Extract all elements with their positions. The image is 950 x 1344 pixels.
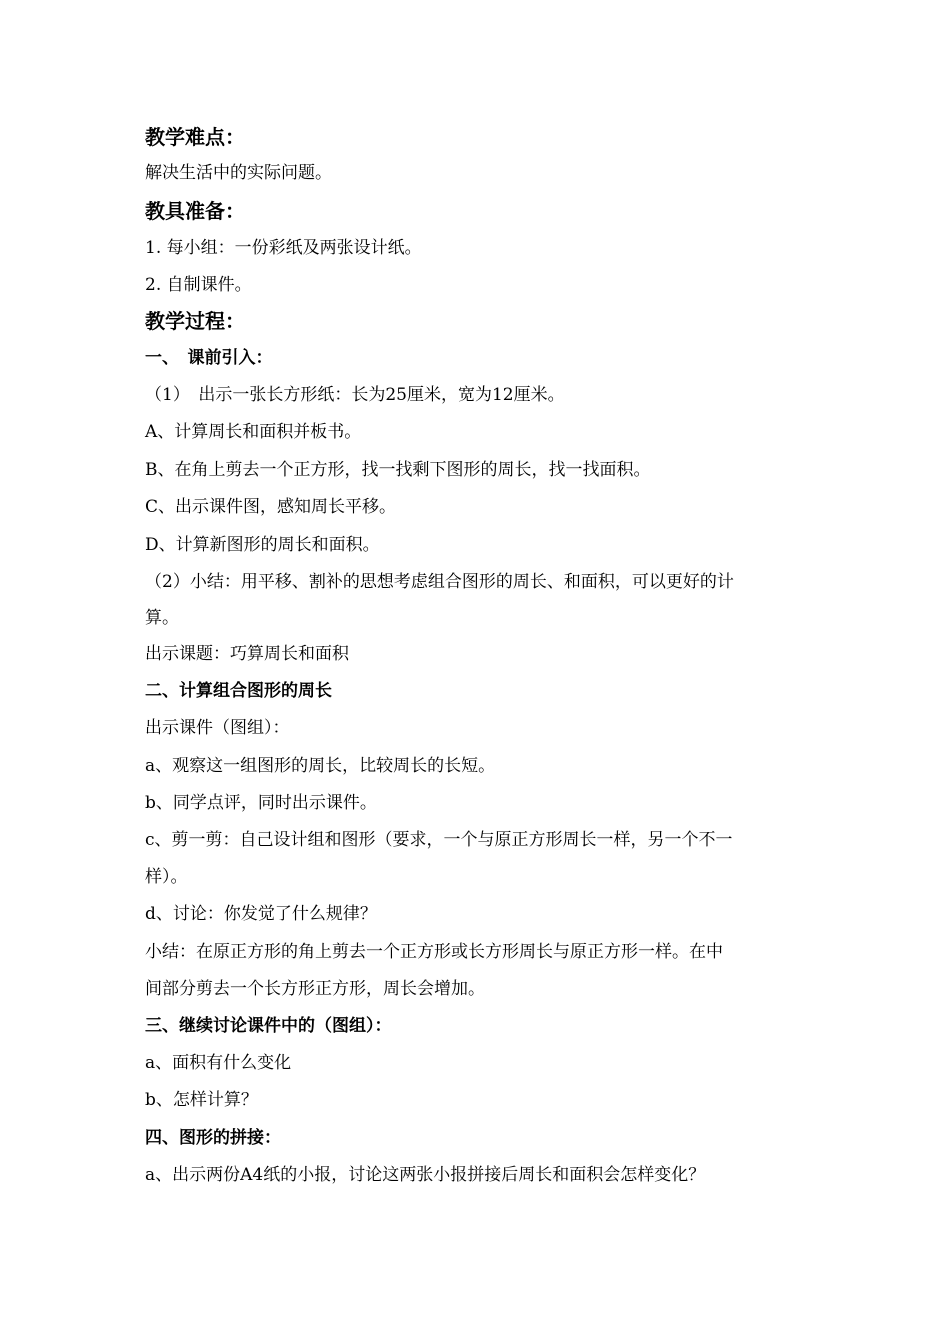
part2-line: a、观察这一组图形的周长，比较周长的长短。	[145, 756, 496, 776]
part3-heading: 三、继续讨论课件中的（图组）：	[145, 1016, 392, 1036]
part1-line: 算。	[145, 608, 179, 628]
part1-line: D、计算新图形的周长和面积。	[145, 535, 380, 555]
part1-heading: 一、 课前引入：	[145, 348, 273, 368]
part1-line: B、在角上剪去一个正方形，找一找剩下图形的周长，找一找面积。	[145, 460, 651, 480]
heading-teaching-process: 教学过程：	[145, 309, 245, 333]
part3-line: a、面积有什么变化	[145, 1053, 292, 1073]
materials-item-2: 2. 自制课件。	[145, 275, 252, 295]
part1-line: （2）小结：用平移、割补的思想考虑组合图形的周长、和面积，可以更好的计	[145, 572, 734, 592]
part2-line: 小结：在原正方形的角上剪去一个正方形或长方形周长与原正方形一样。在中	[145, 942, 723, 962]
part2-line: c、剪一剪：自己设计组和图形（要求，一个与原正方形周长一样，另一个不一	[145, 830, 733, 850]
part2-line: b、同学点评，同时出示课件。	[145, 793, 377, 813]
part1-line: 出示课题：巧算周长和面积	[145, 644, 349, 664]
part2-line: d、讨论：你发觉了什么规律？	[145, 904, 377, 924]
part1-line: A、计算周长和面积并板书。	[145, 422, 362, 442]
part4-heading: 四、图形的拼接：	[145, 1128, 281, 1148]
materials-item-1: 1. 每小组：一份彩纸及两张设计纸。	[145, 238, 422, 258]
part4-line: a、出示两份A4纸的小报，讨论这两张小报拼接后周长和面积会怎样变化？	[145, 1165, 706, 1185]
heading-materials: 教具准备：	[145, 199, 245, 223]
difficulty-text: 解决生活中的实际问题。	[145, 163, 332, 183]
part2-line: 间部分剪去一个长方形正方形，周长会增加。	[145, 979, 485, 999]
part1-line: （1） 出示一张长方形纸：长为25厘米，宽为12厘米。	[145, 385, 565, 405]
part3-line: b、怎样计算？	[145, 1090, 258, 1110]
part2-line: 样）。	[145, 867, 188, 887]
heading-teaching-difficulty: 教学难点：	[145, 125, 245, 149]
part2-line: 出示课件（图组）：	[145, 718, 290, 738]
part1-line: C、出示课件图，感知周长平移。	[145, 497, 397, 517]
part2-heading: 二、计算组合图形的周长	[145, 681, 332, 701]
